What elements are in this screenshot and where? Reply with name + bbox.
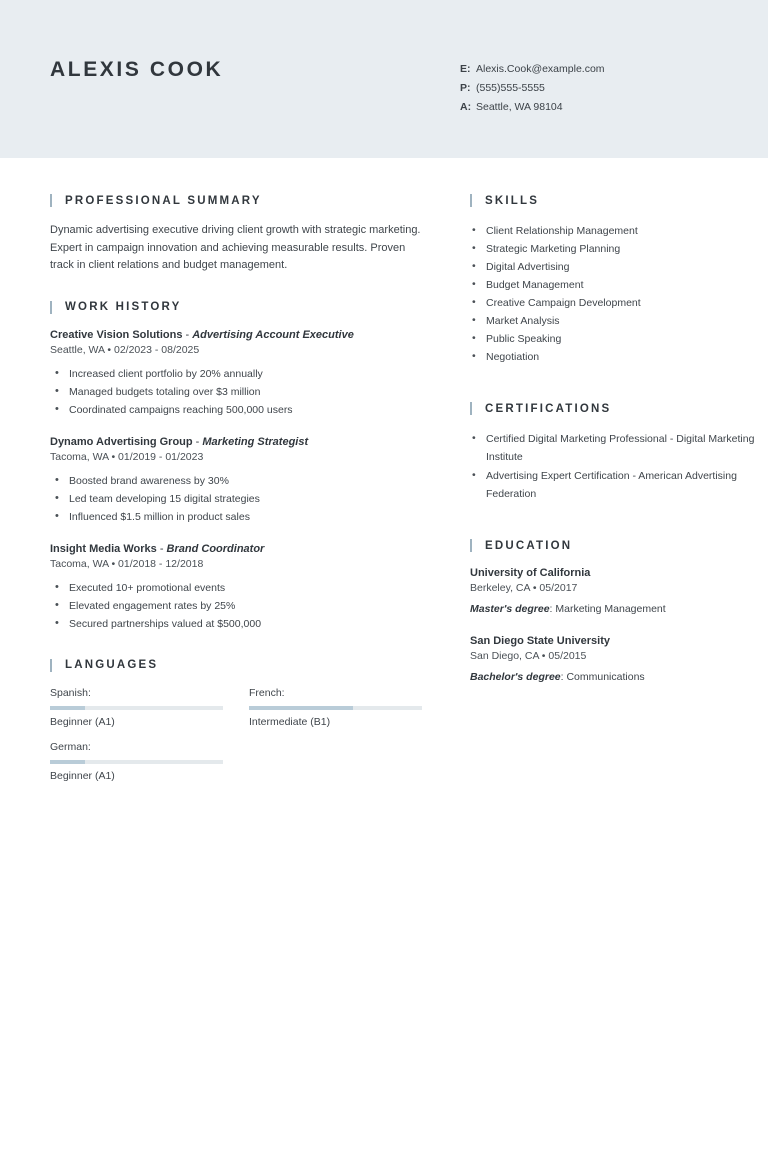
section-languages — [50, 659, 422, 795]
list-item: • Secured partnerships valued at $500,000 — [50, 615, 422, 633]
languages-grid — [50, 687, 422, 795]
contact-address-key: A: — [460, 101, 472, 113]
skills-list — [470, 222, 768, 366]
language-level: Beginner (A1) — [50, 715, 115, 728]
section-heading-certifications-label: CERTIFICATIONS — [485, 402, 612, 415]
work-role: Brand Coordinator — [166, 542, 265, 555]
section-certifications — [470, 402, 768, 503]
contact-email-value[interactable]: Alexis.Cook@example.com — [476, 63, 605, 75]
work-bullets — [50, 579, 422, 633]
language-progress — [50, 706, 223, 710]
contact-block — [460, 48, 605, 117]
list-item: • Led team developing 15 digital strategies — [50, 490, 422, 508]
list-item: • Certified Digital Marketing Professional - Digital Marketing Institute — [470, 430, 768, 466]
list-item: • Strategic Marketing Planning — [470, 240, 768, 258]
language-name: Spanish: — [50, 686, 91, 699]
language-progress — [249, 706, 422, 710]
list-item: • Managed budgets totaling over $3 million — [50, 383, 422, 401]
work-entry — [50, 329, 422, 419]
list-item: • Budget Management — [470, 276, 768, 294]
work-entry-heading — [50, 543, 422, 555]
section-work-history — [50, 301, 422, 633]
section-heading-summary — [50, 194, 422, 207]
contact-phone-key: P: — [460, 82, 471, 94]
contact-email-key: E: — [460, 63, 471, 75]
section-heading-education-label: EDUCATION — [485, 539, 573, 552]
section-heading-summary-label: PROFESSIONAL SUMMARY — [65, 194, 262, 207]
work-company: Insight Media Works — [50, 542, 157, 555]
education-meta: Berkeley, CA • 05/2017 — [470, 582, 578, 594]
education-degree — [470, 671, 768, 683]
section-heading-languages-label: LANGUAGES — [65, 659, 159, 671]
education-entry — [470, 635, 768, 683]
education-school: University of California — [470, 567, 591, 579]
page-title: ALEXIS COOK — [50, 58, 224, 81]
contact-address-value: Seattle, WA 98104 — [476, 101, 563, 113]
left-column — [50, 194, 422, 821]
list-item: • Public Speaking — [470, 330, 768, 348]
education-school: San Diego State University — [470, 635, 610, 647]
language-name: German: — [50, 740, 91, 753]
section-skills — [470, 194, 768, 366]
list-item: • Executed 10+ promotional events — [50, 579, 422, 597]
list-item: • Negotiation — [470, 348, 768, 366]
education-degree-label: Master's degree — [470, 603, 550, 615]
list-item: • Digital Advertising — [470, 258, 768, 276]
resume-body — [0, 158, 768, 821]
work-separator: - — [192, 435, 203, 448]
contact-email — [460, 60, 605, 79]
summary-text: Dynamic advertising executive driving client growth with strategic marketing. Expert in campaign innovation and achieving measurable results. Proven track in client relations and budget management. — [50, 224, 421, 271]
accent-bar-icon — [50, 659, 52, 672]
language-item — [249, 687, 422, 728]
resume-header — [0, 0, 768, 158]
certifications-list — [470, 430, 768, 503]
education-degree-value: : Communications — [560, 671, 645, 683]
section-heading-education — [470, 539, 768, 552]
contact-phone-value: (555)555-5555 — [476, 82, 545, 94]
contact-phone — [460, 79, 605, 98]
language-progress — [50, 760, 223, 764]
list-item: • Creative Campaign Development — [470, 294, 768, 312]
work-entry-heading — [50, 436, 422, 448]
work-meta: Tacoma, WA • 01/2019 - 01/2023 — [50, 450, 204, 463]
work-entry-heading — [50, 329, 422, 341]
work-role: Advertising Account Executive — [192, 328, 354, 341]
accent-bar-icon — [470, 194, 472, 207]
education-degree — [470, 603, 768, 615]
language-level: Intermediate (B1) — [249, 715, 331, 728]
language-item — [50, 741, 223, 782]
work-role: Marketing Strategist — [202, 435, 309, 448]
section-heading-certifications — [470, 402, 768, 415]
language-level: Beginner (A1) — [50, 769, 115, 782]
education-entry — [470, 567, 768, 615]
right-column — [422, 194, 768, 821]
list-item: • Coordinated campaigns reaching 500,000 users — [50, 401, 422, 419]
work-bullets — [50, 365, 422, 419]
section-heading-skills-label: SKILLS — [485, 194, 540, 207]
list-item: • Increased client portfolio by 20% annually — [50, 365, 422, 383]
work-meta: Seattle, WA • 02/2023 - 08/2025 — [50, 343, 200, 356]
section-heading-work-label: WORK HISTORY — [65, 301, 182, 313]
language-item — [50, 687, 223, 728]
work-separator: - — [156, 542, 167, 555]
accent-bar-icon — [50, 194, 52, 207]
education-meta: San Diego, CA • 05/2015 — [470, 650, 587, 662]
list-item: • Advertising Expert Certification - American Advertising Federation — [470, 467, 768, 503]
accent-bar-icon — [470, 539, 472, 552]
work-company: Dynamo Advertising Group — [50, 435, 193, 448]
list-item: • Influenced $1.5 million in product sales — [50, 508, 422, 526]
work-entry — [50, 543, 422, 633]
language-name: French: — [249, 686, 285, 699]
education-degree-label: Bachelor's degree — [470, 671, 561, 683]
section-professional-summary — [50, 194, 422, 275]
education-degree-value: : Marketing Management — [549, 603, 666, 615]
list-item: • Elevated engagement rates by 25% — [50, 597, 422, 615]
work-entry — [50, 436, 422, 526]
section-education — [470, 539, 768, 683]
accent-bar-icon — [470, 402, 472, 415]
list-item: • Client Relationship Management — [470, 222, 768, 240]
work-meta: Tacoma, WA • 01/2018 - 12/2018 — [50, 557, 204, 570]
list-item: • Boosted brand awareness by 30% — [50, 472, 422, 490]
work-company: Creative Vision Solutions — [50, 328, 183, 341]
section-heading-work — [50, 301, 422, 314]
contact-address — [460, 98, 605, 117]
work-bullets — [50, 472, 422, 526]
section-heading-skills — [470, 194, 768, 207]
list-item: • Market Analysis — [470, 312, 768, 330]
work-separator: - — [182, 328, 193, 341]
accent-bar-icon — [50, 301, 52, 314]
section-heading-languages — [50, 659, 422, 672]
